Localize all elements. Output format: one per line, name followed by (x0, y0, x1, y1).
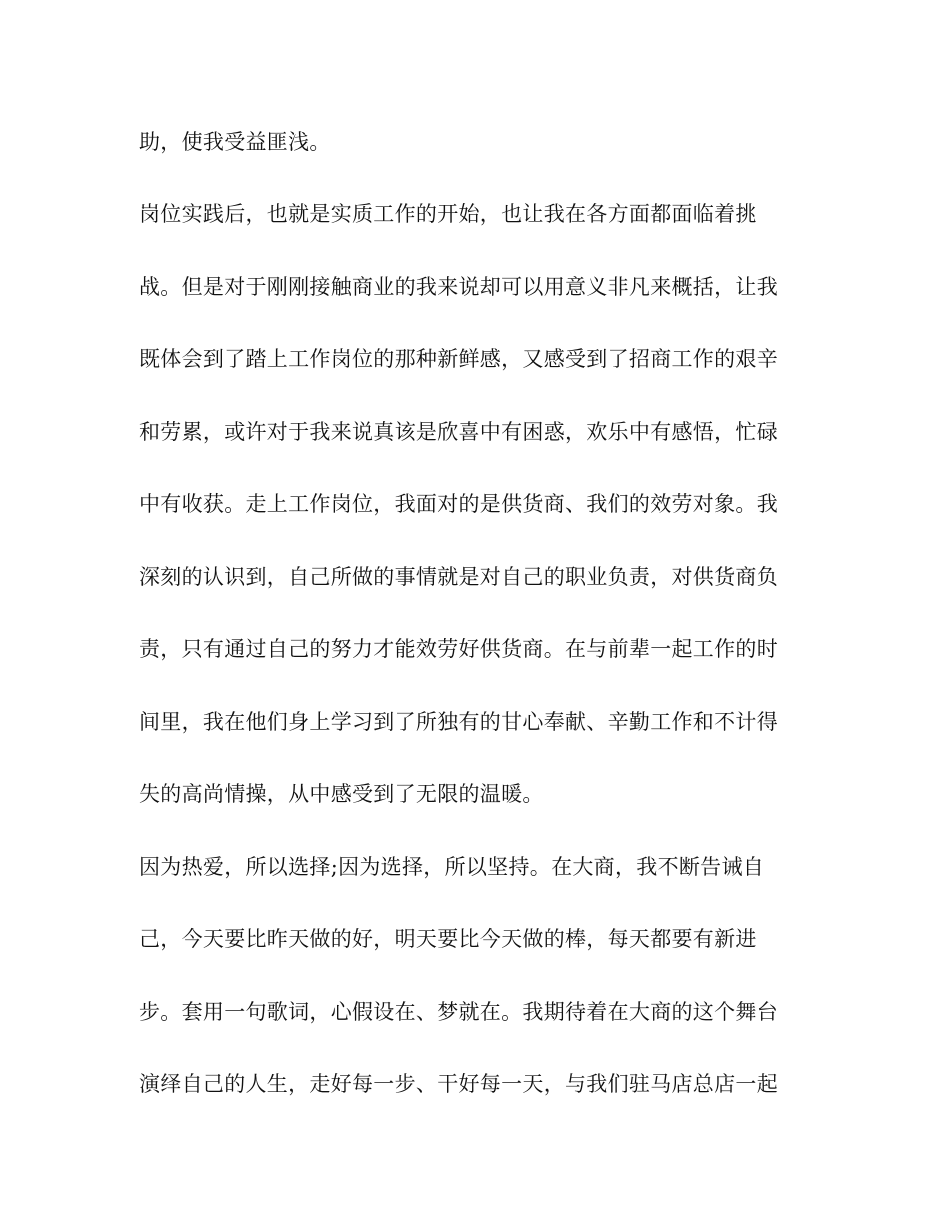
text-line: 岗位实践后，也就是实质工作的开始，也让我在各方面都面临着挑 (139, 202, 757, 226)
text-line: 己，今天要比昨天做的好，明天要比今天做的棒，每天都要有新进 (139, 927, 757, 951)
text-line: 深刻的认识到，自己所做的事情就是对自己的职业负责，对供货商负 (139, 565, 778, 589)
text-line: 既体会到了踏上工作岗位的那种新鲜感，又感受到了招商工作的艰辛 (139, 347, 778, 371)
text-line: 失的高尚情操，从中感受到了无限的温暖。 (139, 782, 544, 806)
text-line: 责，只有通过自己的努力才能效劳好供货商。在与前辈一起工作的时 (139, 637, 778, 661)
text-line: 演绎自己的人生，走好每一步、干好每一天，与我们驻马店总店一起 (139, 1072, 778, 1096)
text-line: 和劳累，或许对于我来说真该是欣喜中有困惑，欢乐中有感悟，忙碌 (139, 420, 778, 444)
text-line: 间里，我在他们身上学习到了所独有的甘心奉献、辛勤工作和不计得 (139, 710, 778, 734)
text-line: 因为热爱，所以选择;因为选择，所以坚持。在大商，我不断告诫自 (139, 855, 765, 879)
text-line: 助，使我受益匪浅。 (139, 130, 331, 154)
text-line: 中有收获。走上工作岗位，我面对的是供货商、我们的效劳对象。我 (139, 492, 778, 516)
text-line: 战。但是对于刚刚接触商业的我来说却可以用意义非凡来概括，让我 (139, 275, 778, 299)
text-line: 步。套用一句歌词，心假设在、梦就在。我期待着在大商的这个舞台 (139, 1000, 778, 1024)
